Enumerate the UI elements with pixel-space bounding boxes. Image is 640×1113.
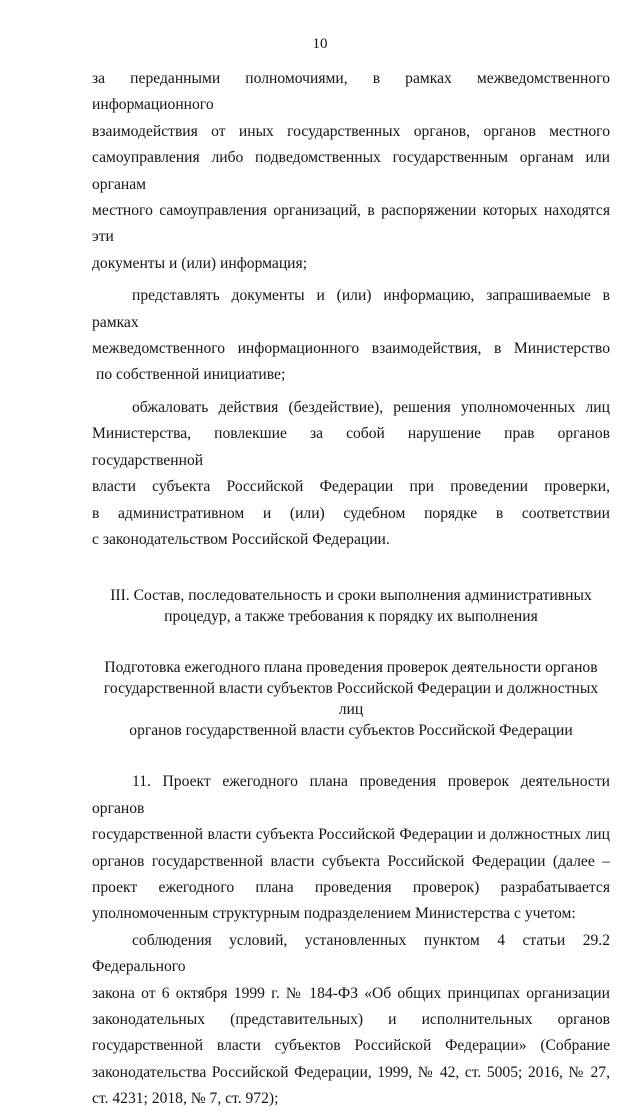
text-line: законодательных (представительных) и исполнительных органов — [92, 1010, 610, 1028]
text-line: государственной власти субъектов Российской Федерации» (Собрание — [92, 1037, 610, 1055]
text-line: обжаловать действия (бездействие), решения уполномоченных лиц — [132, 398, 610, 416]
heading-line: Подготовка ежегодного плана проведения проверок деятельности органов — [104, 659, 598, 677]
paragraph-appeal — [92, 395, 610, 553]
heading-line: процедур, а также требования к порядку их выполнения — [164, 608, 538, 626]
text-line: Министерства, повлекшие за собой нарушение прав органов государственной — [92, 425, 610, 469]
text-line: ст. 4231; 2018, № 7, ст. 972); — [92, 1090, 279, 1108]
paragraph-item-11 — [92, 769, 610, 927]
text-line: соблюдения условий, установленных пунктом 4 статьи 29.2 Федерального — [92, 931, 610, 976]
paragraph-provide-documents — [92, 283, 610, 389]
section-heading — [92, 585, 610, 627]
text-line: за переданными полномочиями, в рамках межведомственного информационного — [92, 70, 610, 114]
text-line: по собственной инициативе; — [96, 366, 286, 384]
text-line: местного самоуправления организаций, в распоряжении которых находятся эти — [92, 202, 610, 246]
text-line: законодательства Российской Федерации, 1999, № 42, ст. 5005; 2016, № 27, — [92, 1063, 610, 1081]
text-line: самоуправления либо подведомственных государственным органам или органам — [92, 149, 610, 193]
subsection-heading — [92, 657, 610, 741]
page-number: 10 — [312, 36, 328, 52]
text-line: документы и (или) информация; — [92, 254, 308, 272]
text-line: межведомственного информационного взаимодействия, в Министерство — [92, 340, 610, 358]
text-line: уполномоченным структурным подразделением Министерства с учетом: — [92, 905, 576, 923]
document-body — [92, 66, 610, 1113]
paragraph-continuation — [92, 66, 610, 277]
heading-line: органов государственной власти субъектов Российской Федерации — [129, 722, 573, 740]
text-line: взаимодействия от иных государственных органов, органов местного — [92, 122, 610, 140]
text-line: проект ежегодного плана проведения проверок) разрабатывается — [92, 878, 610, 896]
paragraph-conditions — [92, 928, 610, 1113]
text-line: представлять документы и (или) информацию, запрашиваемые в рамках — [92, 287, 610, 331]
heading-line: государственной власти субъектов Российской Федерации и должностных лиц — [103, 680, 599, 719]
heading-line: III. Состав, последовательность и сроки выполнения административных — [110, 587, 592, 605]
text-line: власти субъекта Российской Федерации при проведении проверки, — [92, 478, 610, 496]
text-line: государственной власти субъекта Российской Федерации и должностных лиц — [92, 826, 610, 844]
text-line: закона от 6 октября 1999 г. № 184-ФЗ «Об общих принципах организации — [92, 984, 610, 1002]
text-line: 11. Проект ежегодного плана проведения проверок деятельности органов — [92, 773, 610, 817]
text-line: с законодательством Российской Федерации. — [92, 530, 390, 548]
text-line: в административном и (или) судебном порядке в соответствии — [92, 504, 610, 522]
text-line: органов государственной власти субъекта Российской Федерации (далее – — [92, 852, 610, 870]
